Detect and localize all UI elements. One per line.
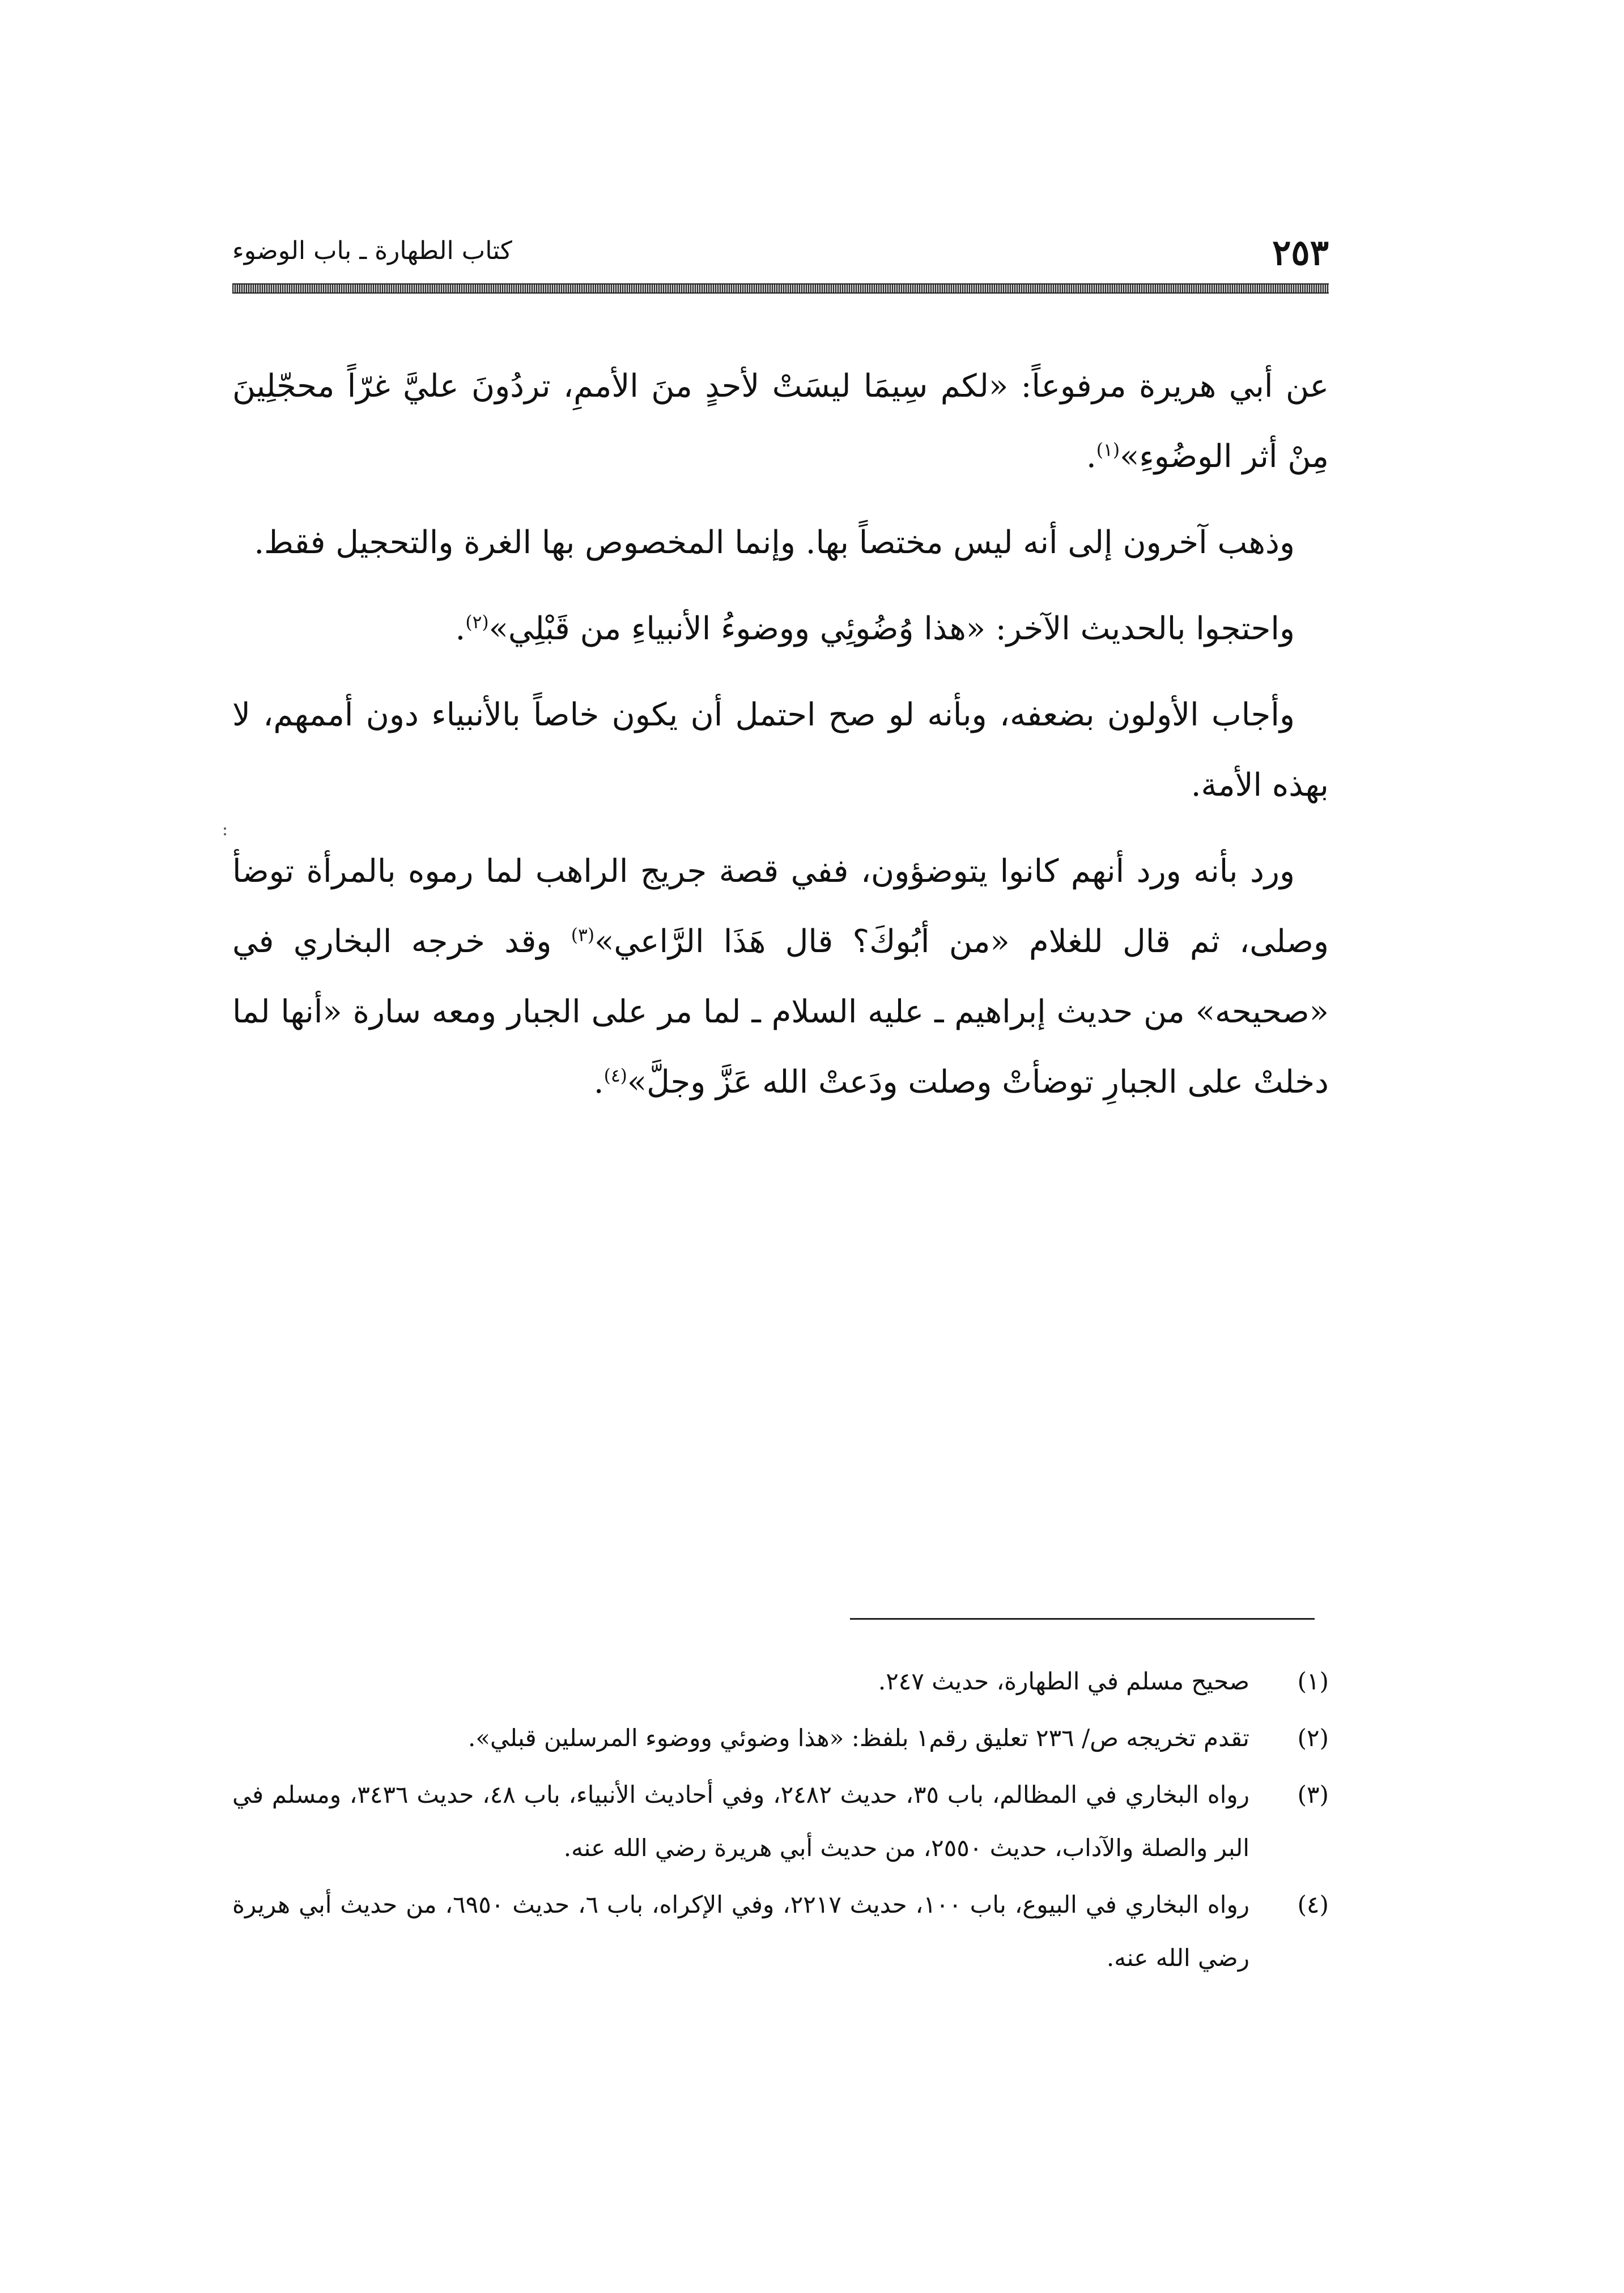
paragraph-5-period: .: [593, 1064, 604, 1101]
footnote-ref-3: (٣): [571, 925, 595, 946]
scan-speck: [224, 827, 226, 830]
footnote-number: (٢): [1297, 1724, 1329, 1752]
paragraph-5-text-b: وقد خرجه البخاري في «صحيحه» من حديث إبراهيم ـ عليه السلام ـ لما مر على الجبار ومعه سارة «أنها لما دخلتْ على الجبارِ توضأتْ وصلت ودَعتْ الله عَزَّ وجلَّ»: [232, 923, 1329, 1101]
paragraph-5: [232, 836, 1329, 1118]
running-title: كتاب الطهارة ـ باب الوضوء: [232, 236, 512, 265]
footnote-number: (٤): [1297, 1891, 1329, 1918]
paragraph-4-text: وأجاب الأولون بضعفه، وبأنه لو صح احتمل أن يكون خاصاً بالأنبياء دون أممهم، لا بهذه الأمة.: [232, 697, 1329, 804]
page-number: ٢٥٣: [1272, 232, 1329, 273]
footnote-ref-4: (٤): [603, 1065, 627, 1086]
footnote-item: [232, 1655, 1329, 1708]
footnote-separator: [850, 1618, 1315, 1620]
paragraph-2-text: وذهب آخرون إلى أنه ليس مختصاً بها. وإنما المخصوص بها الغرة والتحجيل فقط.: [254, 524, 1295, 561]
footnote-number: (٣): [1297, 1781, 1329, 1808]
footnote-number: (١): [1297, 1667, 1329, 1695]
paragraph-3: [232, 594, 1329, 664]
footnotes: [232, 1655, 1329, 1988]
paragraph-5-text-a: ورد بأنه ورد أنهم كانوا يتوضؤون، ففي قصة جريج الراهب لما رموه بالمرأة توضأ وصلى، ثم قال للغلام «من أبُوكَ؟ قال هَذَا الرَّاعي»: [232, 853, 1329, 960]
footnote-text: رواه البخاري في البيوع، باب ١٠٠، حديث ٢٢١٧، وفي الإكراه، باب ٦، حديث ٦٩٥٠، من حديث أبي هريرة رضي الله عنه.: [232, 1891, 1250, 1972]
paragraph-3-text: واحتجوا بالحديث الآخر: «هذا وُضُوئِي ووضوءُ الأنبياءِ من قَبْلِي»: [488, 610, 1295, 647]
footnote-text: تقدم تخريجه ص/ ٢٣٦ تعليق رقم١ بلفظ: «هذا وضوئي ووضوء المرسلين قبلي».: [468, 1724, 1249, 1752]
paragraph-1-text: عن أبي هريرة مرفوعاً: «لكم سِيمَا ليسَتْ لأحدٍ منَ الأممِ، تردُونَ عليَّ غرّاً محجّلِينَ مِنْ أثر الوضُوءِ»: [232, 368, 1329, 475]
paragraph-2: [232, 508, 1329, 578]
header-rule: [232, 283, 1329, 294]
footnote-text: رواه البخاري في المظالم، باب ٣٥، حديث ٢٤٨٢، وفي أحاديث الأنبياء، باب ٤٨، حديث ٣٤٣٦، ومسلم في البر والصلة والآداب، حديث ٢٥٥٠، من حديث أبي هريرة رضي الله عنه.: [232, 1781, 1249, 1862]
scan-speck: [224, 833, 226, 835]
footnote-item: [232, 1768, 1329, 1875]
main-text: [232, 351, 1329, 1133]
footnote-text: صحيح مسلم في الطهارة، حديث ٢٤٧.: [878, 1667, 1249, 1695]
page-header: [232, 230, 1329, 275]
paragraph-1-period: .: [1086, 438, 1096, 475]
paragraph-4: [232, 680, 1329, 821]
footnote-item: [232, 1712, 1329, 1765]
footnote-ref-1: (١): [1096, 440, 1120, 461]
paragraph-3-period: .: [455, 610, 466, 647]
paragraph-1: [232, 351, 1329, 492]
footnote-item: [232, 1878, 1329, 1985]
footnote-ref-2: (٢): [465, 612, 489, 633]
